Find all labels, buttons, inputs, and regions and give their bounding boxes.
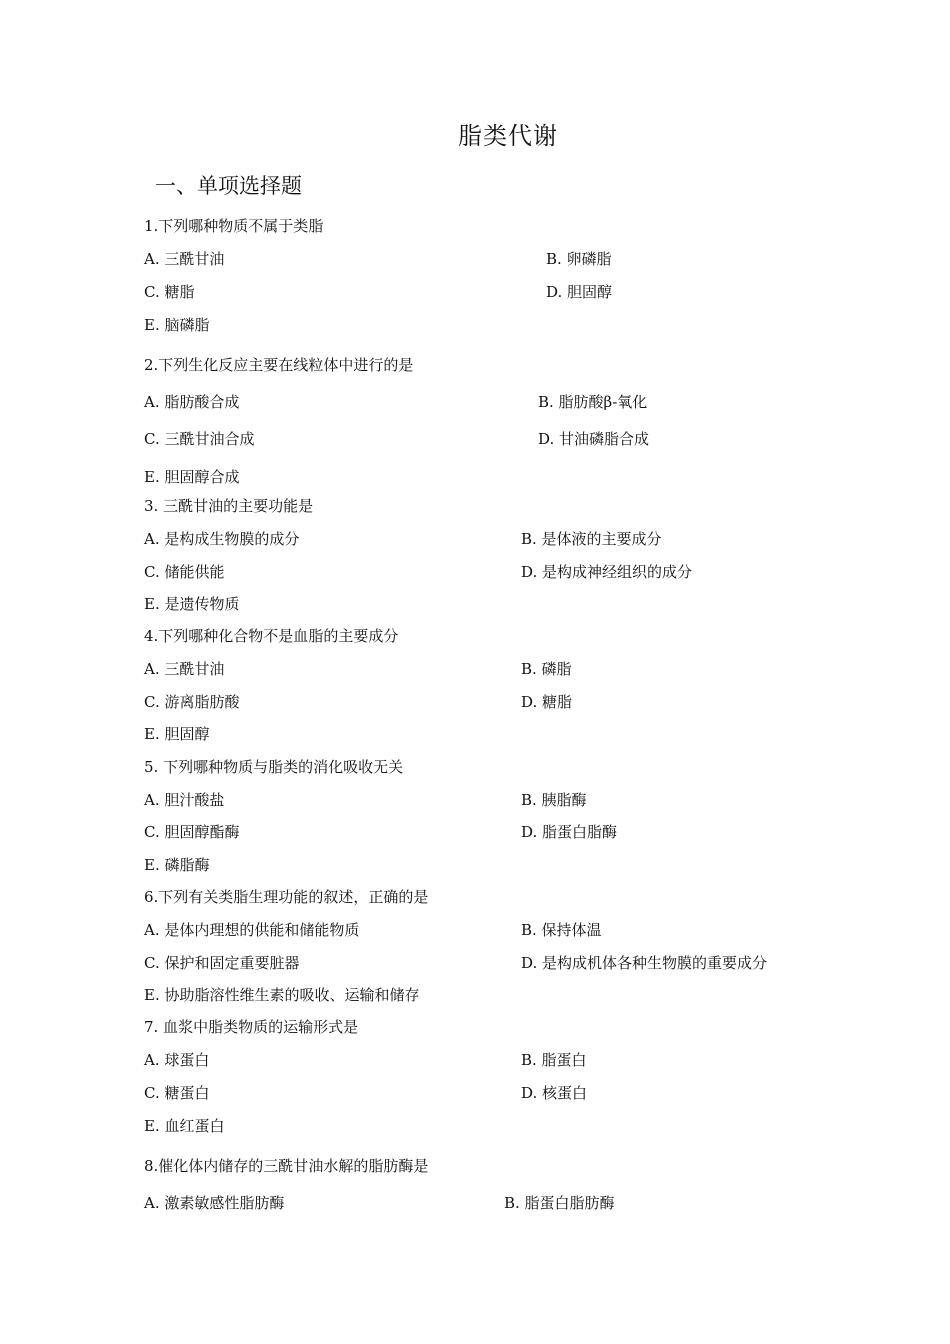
question-7-option-a: A. 球蛋白 [144,1051,210,1069]
question-6-option-a: A. 是体内理想的供能和储能物质 [144,921,360,939]
question-1-option-b: B. 卵磷脂 [546,250,612,268]
question-5-option-c: C. 胆固醇酯酶 [144,823,240,841]
question-2-option-b: B. 脂肪酸β-氧化 [538,393,648,411]
question-1-option-e: E. 脑磷脂 [144,316,210,334]
question-6-option-c: C. 保护和固定重要脏器 [144,954,300,972]
question-8-option-b: B. 脂蛋白脂肪酶 [504,1194,615,1212]
question-7-option-c: C. 糖蛋白 [144,1084,210,1102]
question-1-stem: 1.下列哪种物质不属于类脂 [144,217,324,235]
page-title: 脂类代谢 [458,122,558,150]
question-2-option-a: A. 脂肪酸合成 [144,393,240,411]
question-2-stem: 2.下列生化反应主要在线粒体中进行的是 [144,356,414,374]
question-8-option-a: A. 激素敏感性脂肪酶 [144,1194,285,1212]
question-5-stem: 5. 下列哪种物质与脂类的消化吸收无关 [144,758,404,776]
question-7-option-b: B. 脂蛋白 [521,1051,587,1069]
question-1-option-c: C. 糖脂 [144,283,195,301]
question-1-option-d: D. 胆固醇 [546,283,613,301]
question-4-option-e: E. 胆固醇 [144,725,210,743]
question-3-stem: 3. 三酰甘油的主要功能是 [144,497,314,515]
question-3-option-e: E. 是遗传物质 [144,595,240,613]
question-5-option-e: E. 磷脂酶 [144,856,210,874]
question-6-option-e: E. 协助脂溶性维生素的吸收、运输和储存 [144,986,420,1004]
question-7-option-e: E. 血红蛋白 [144,1117,225,1135]
question-4-option-b: B. 磷脂 [521,660,572,678]
question-2-option-c: C. 三酰甘油合成 [144,430,255,448]
question-4-stem: 4.下列哪种化合物不是血脂的主要成分 [144,627,399,645]
question-7-option-d: D. 核蛋白 [521,1084,588,1102]
question-5-option-d: D. 脂蛋白脂酶 [521,823,618,841]
question-4-option-c: C. 游离脂肪酸 [144,693,240,711]
question-1-option-a: A. 三酰甘油 [144,250,225,268]
question-7-stem: 7. 血浆中脂类物质的运输形式是 [144,1018,359,1036]
question-3-option-c: C. 储能供能 [144,563,225,581]
question-6-option-b: B. 保持体温 [521,921,602,939]
question-3-option-a: A. 是构成生物膜的成分 [144,530,300,548]
question-3-option-b: B. 是体液的主要成分 [521,530,662,548]
question-4-option-d: D. 糖脂 [521,693,573,711]
question-2-option-d: D. 甘油磷脂合成 [538,430,650,448]
question-3-option-d: D. 是构成神经组织的成分 [521,563,693,581]
section-title: 一、单项选择题 [155,174,302,198]
question-5-option-a: A. 胆汁酸盐 [144,791,225,809]
question-6-stem: 6.下列有关类脂生理功能的叙述，正确的是 [144,888,429,906]
question-5-option-b: B. 胰脂酶 [521,791,587,809]
question-8-stem: 8.催化体内储存的三酰甘油水解的脂肪酶是 [144,1157,429,1175]
question-6-option-d: D. 是构成机体各种生物膜的重要成分 [521,954,768,972]
question-2-option-e: E. 胆固醇合成 [144,468,240,486]
question-4-option-a: A. 三酰甘油 [144,660,225,678]
